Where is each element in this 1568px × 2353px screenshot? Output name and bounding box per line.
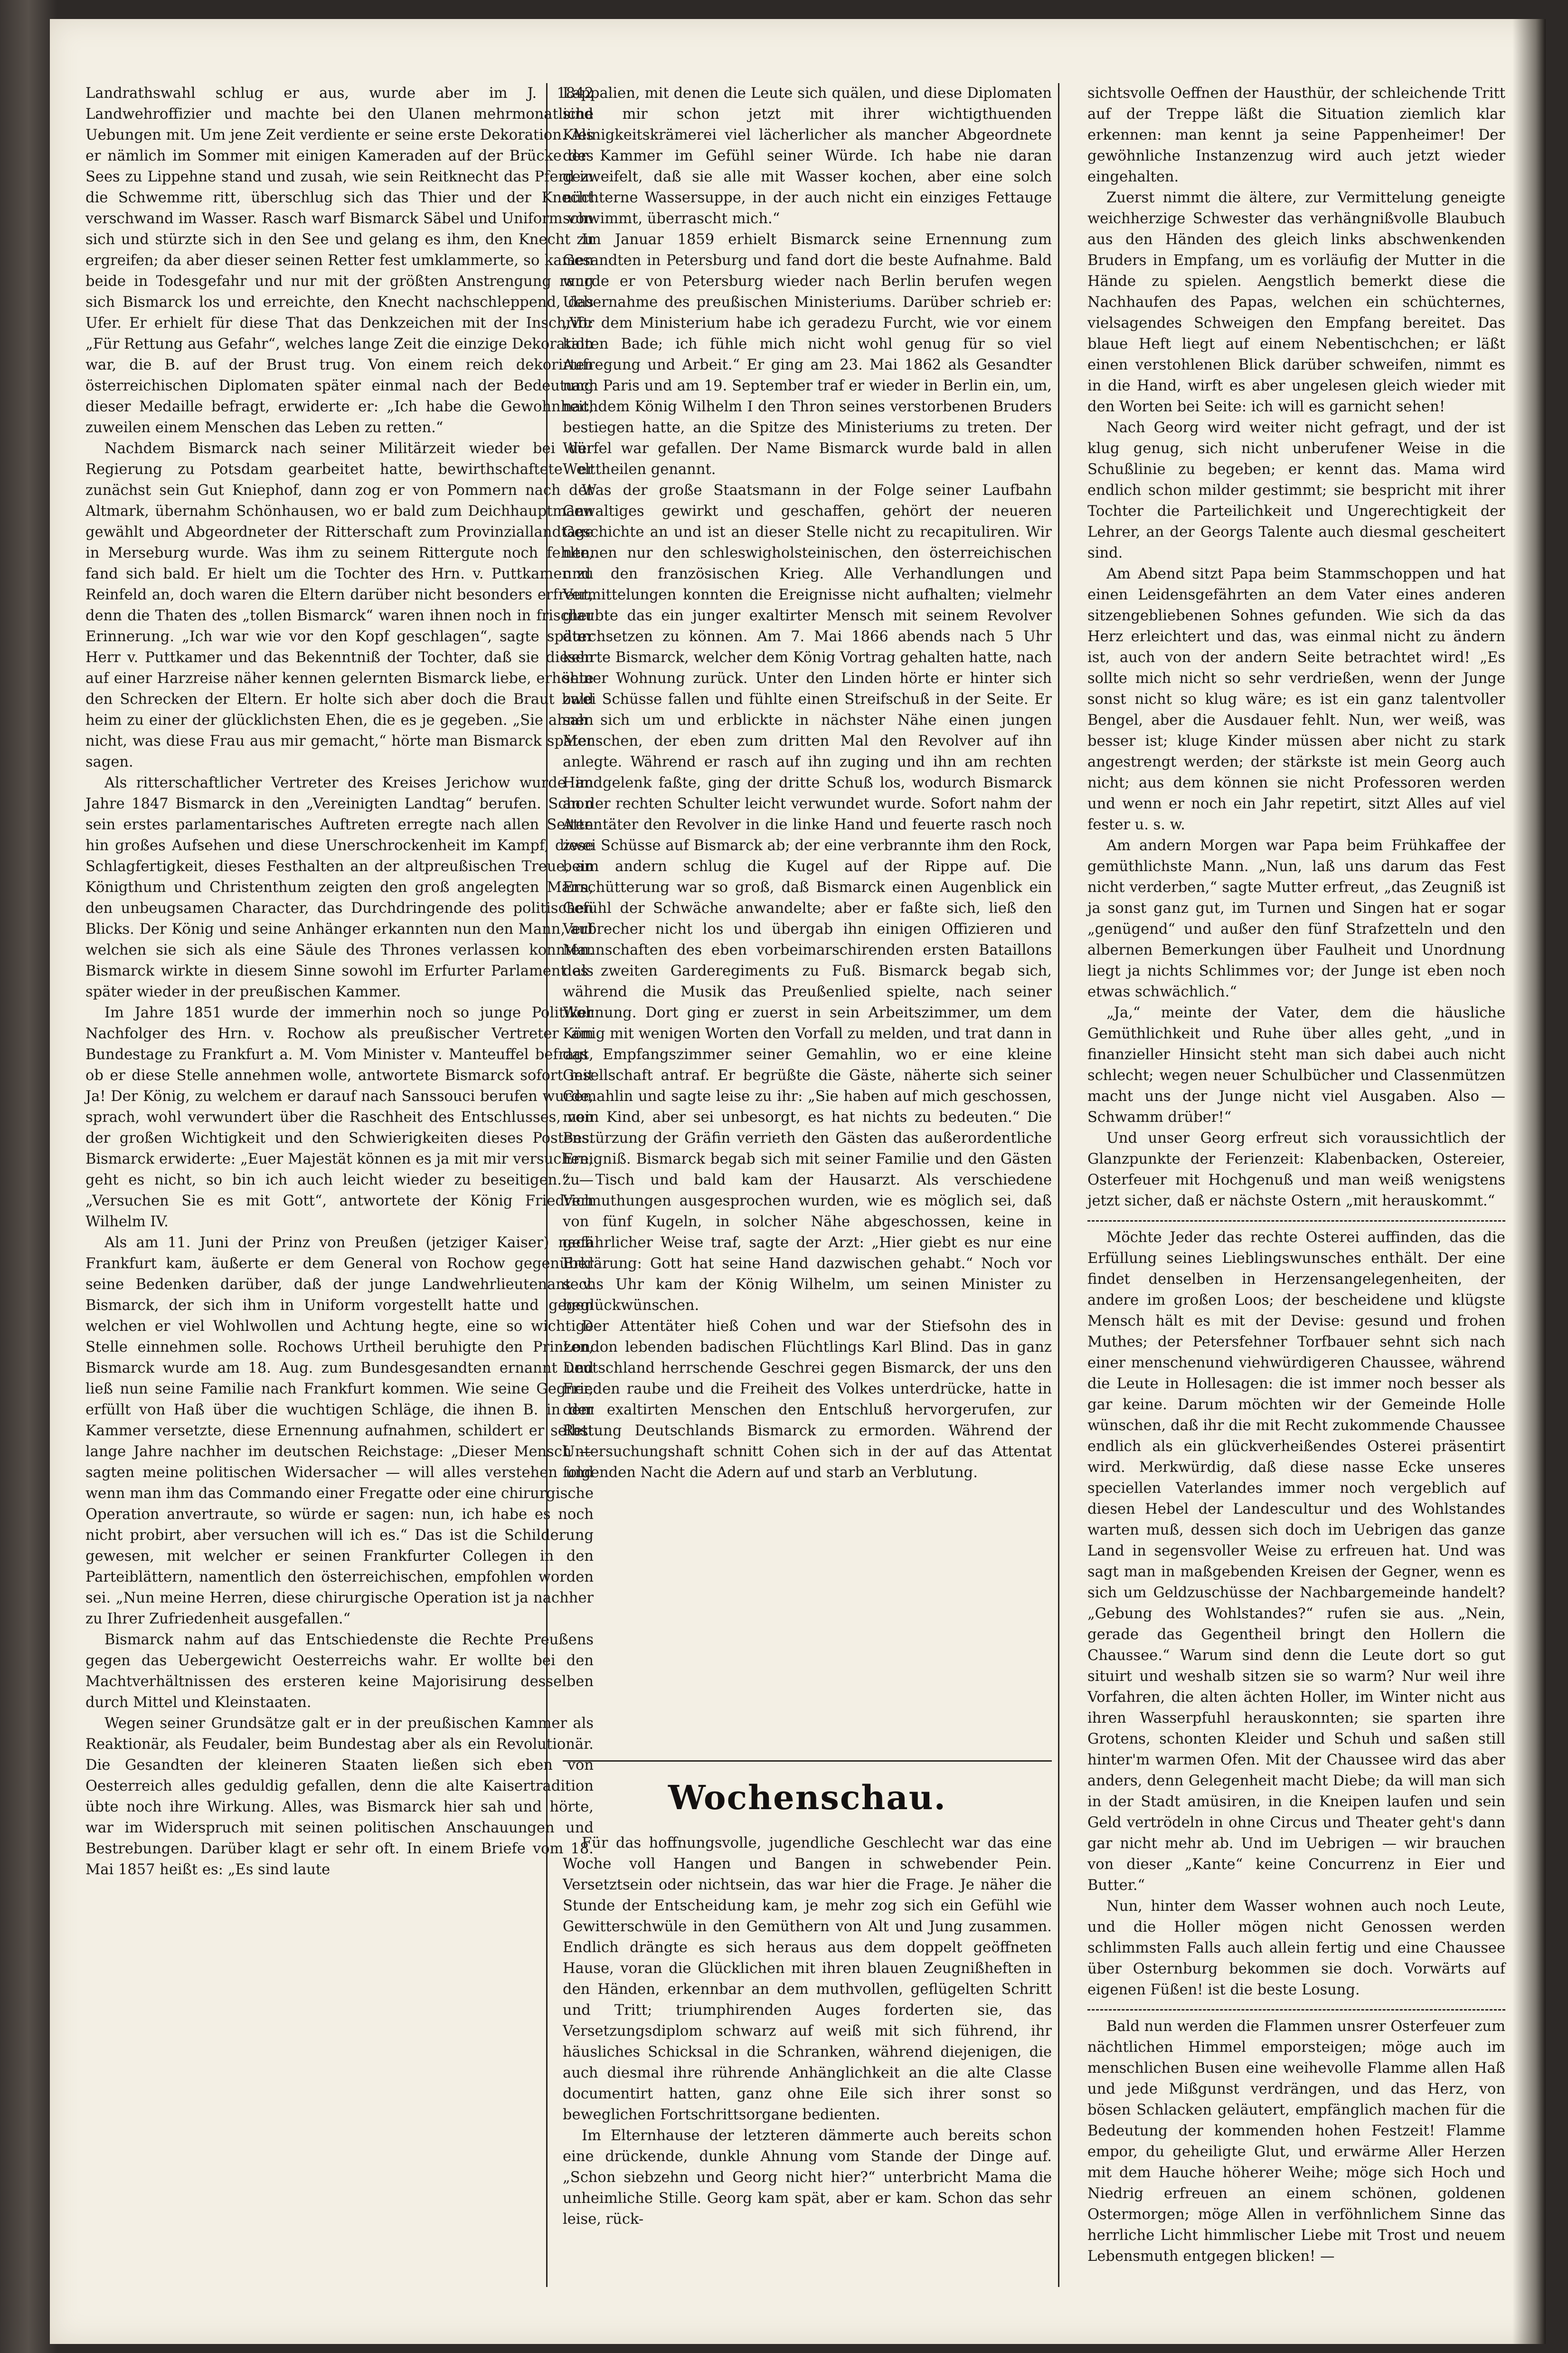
paragraph: Im Elternhause der letzteren dämmerte auch bereits schon eine drückende, dunkle Ahnung vom Stande der Dinge auf. „Schon siebzehn und Georg nicht hier?“ unterbricht Mama die unheimliche Stille. Georg kam spät, aber er kam. Schon das sehr leise, rück- (563, 2127, 1052, 2228)
paragraph: Bismarck nahm auf das Entschiedenste die Rechte Preußens gegen das Uebergewicht Oesterreichs wahr. Er wollte bei den Machtverhältnissen des ersteren keine Majorisirung desselben durch Mittel und Kleinstaaten. (85, 1632, 594, 1711)
article-column-2 (563, 83, 1052, 1483)
paragraph: Am Abend sitzt Papa beim Stammschoppen und hat einen Leidensgefährten an dem Vater eines anderen sitzengebliebenen Sohnes gefunden. Wie sich da das Herz erleichtert und das, was einmal nicht zu ändern ist, auch von der andern Seite betrachtet wird! „Es sollte mich nicht so sehr verdrießen, wenn der Junge sonst nicht so klug wäre; es ist ein ganz talentvoller Bengel, aber die Ausdauer fehlt. Nun, wer weiß, was besser ist; kluge Kinder müssen aber nicht zu stark angestrengt werden; der stärkste ist mein Georg auch nicht; aus dem können sie nicht Professoren werden und wenn er noch ein Jahr repetirt, sitzt Alles auf viel fester u. s. w. (1087, 566, 1505, 833)
paragraph: Als am 11. Juni der Prinz von Preußen (jetziger Kaiser) nach Frankfurt kam, äußerte er dem General von Rochow gegenüber seine Bedenken darüber, daß der junge Landwehrlieutenant v. Bismarck, der sich ihm in Uniform vorgestellt hatte und gegen welchen er viel Wohlwollen und Achtung hegte, eine so wichtige Stelle einnehmen solle. Rochows Urtheil beruhigte den Prinzen, Bismarck wurde am 18. Aug. zum Bundesgesandten ernannt und ließ nun seine Familie nach Frankfurt kommen. Wie seine Gegner, erfüllt von Haß über die wuchtigen Schläge, die ihnen B. in der Kammer versetzte, diese Ernennung aufnahmen, schildert er selbst lange Jahre nachher im deutschen Reichstage: „Dieser Mensch — sagten meine politischen Widersacher — will alles verstehen und wenn man ihm das Commando einer Fregatte oder eine chirurgische Operation anvertraute, so würde er sagen: nun, ich habe es noch nicht probirt, aber versuchen will ich es.“ Das ist die Schilderung gewesen, mit welcher er seinen Frankfurter Collegen in den Parteiblättern, namentlich den österreichischen, empfohlen worden sei. „Nun meine Herren, diese chirurgische Operation ist ja nachher zu Ihrer Zufriedenheit ausgefallen.“ (85, 1234, 594, 1627)
dashed-separator (1087, 1220, 1505, 1222)
paragraph: Im Jahre 1851 wurde der immerhin noch so junge Politiker Nachfolger des Hrn. v. Rochow als preußischer Vertreter am Bundestage zu Frankfurt a. M. Vom Minister v. Manteuffel befragt, ob er diese Stelle annehmen wolle, antwortete Bismarck sofort mit Ja! Der König, zu welchem er darauf nach Sanssouci berufen wurde, sprach, wohl verwundert über die Raschheit des Entschlusses, von der großen Wichtigkeit und den Schwierigkeiten dieses Postens. Bismarck erwiderte: „Euer Majestät können es ja mit mir versuchen; geht es nicht, so bin ich auch leicht wieder zu beseitigen.“ — „Versuchen Sie es mit Gott“, antwortete der König Friedrich Wilhelm IV. (85, 1005, 594, 1230)
paragraph: Nun, hinter dem Wasser wohnen auch noch Leute, und die Holler mögen nicht Genossen werden schlimmsten Falls auch allein fertig und eine Chaussee über Osternburg bekommen sie doch. Vorwärts auf eigenen Füßen! ist die beste Losung. (1087, 1898, 1505, 1998)
wochenschau-section (563, 1748, 1052, 2230)
paragraph: Der Attentäter hieß Cohen und war der Stiefsohn des in London lebenden badischen Flüchtlings Karl Blind. Das in ganz Deutschland herrschende Geschrei gegen Bismarck, der uns den Frieden raube und die Freiheit des Volkes unterdrücke, hatte in dem exaltirten Menschen den Entschluß hervorgerufen, zur Rettung Deutschlands Bismarck zu ermorden. Während der Untersuchungshaft schnitt Cohen sich in der auf das Attentat folgenden Nacht die Adern auf und starb an Verblutung. (563, 1318, 1052, 1481)
paragraph: Landrathswahl schlug er aus, wurde aber im J. 1842 Landwehroffizier und machte bei den Ulanen mehrmonatliche Uebungen mit. Um jene Zeit verdiente er seine erste Dekoration. Als er nämlich im Sommer mit einigen Kameraden auf der Brücke des Sees zu Lippehne stand und zusah, wie sein Reitknecht das Pferd in die Schwemme ritt, überschlug sich das Thier und der Knecht verschwand im Wasser. Rasch warf Bismarck Säbel und Uniform von sich und stürzte sich in den See und gelang es ihm, den Knecht zu ergreifen; da aber dieser seinen Retter fest umklammerte, so kamen beide in Todesgefahr und nur mit der größten Anstrengung rang sich Bismarck los und erreichte, den Knecht nachschleppend, das Ufer. Er erhielt für diese That das Denkzeichen mit der Inschrift: „Für Rettung aus Gefahr“, welches lange Zeit die einzige Dekoration war, die B. auf der Brust trug. Von einem reich dekorirten österreichischen Diplomaten später einmal nach der Bedeutung dieser Medaille befragt, erwiderte er: „Ich habe die Gewohnheit, zuweilen einem Menschen das Leben zu retten.“ (85, 85, 594, 436)
paragraph: Für das hoffnungsvolle, jugendliche Geschlecht war das eine Woche voll Hangen und Bangen in schwebender Pein. Versetztsein oder nichtsein, das war hier die Frage. Je näher die Stunde der Entscheidung kam, je mehr zog sich ein Gefühl wie Gewitterschwüle in den Gemüthern von Alt und Jung zusammen. Endlich drängte es sich heraus aus dem doppelt geöffneten Hause, voran die Glücklichen mit ihren blauen Zeugnißheften in den Händen, erkennbar an dem muthvollen, geflügelten Schritt und Tritt; triumphirenden Auges forderten sie, das Versetzungsdiplom schwarz auf weiß mit sich führend, ihr häusliches Schicksal in die Schranken, während diejenigen, die auch diesmal ihre rührende Anhänglichkeit an die alte Classe documentirt hatten, ganz ohne Eile sich ihrer sonst so beweglichen Fortschrittsorgane bedienten. (563, 1835, 1052, 2123)
dashed-separator (1087, 2009, 1505, 2011)
article-column-3 (1087, 83, 1505, 2267)
page-shadow-edge (1512, 19, 1546, 2344)
article-column-1 (85, 83, 594, 1880)
paragraph: Möchte Jeder das rechte Osterei auffinden, das die Erfüllung seines Lieblingswunsches enthält. Der eine findet denselben in Herzensangelegenheiten, der andere im großen Loos; der bescheidene und klügste Mensch hält es mit der Devise: gesund und frohen Muthes; der Petersfehner Torfbauer sehnt sich nach einer menschenund viehwürdigeren Chaussee, während die Leute in Hollesagen: die ist immer noch besser als gar keine. Darum möchten wir der Gemeinde Holle wünschen, daß ihr die mit Recht zukommende Chaussee endlich als ein glückverheißendes Osterei präsentirt wird. Merkwürdig, daß diese nasse Ecke unseres speciellen Vaterlandes immer noch vergeblich auf diesen Hebel der Landescultur und des Wohlstandes warten muß, dessen sich doch im Uebrigen das ganze Land in segensvoller Weise zu erfreuen hat. Und was sagt man in maßgebenden Kreisen der Gegner, wenn es sich um Geldzuschüsse der Nachbargemeinde handelt? „Gebung des Wohlstandes?“ rufen sie aus. „Nein, gerade das Gegentheil bringt den Hollern die Chaussee.“ Warum sind denn die Leute dort so gut situirt und weshalb sitzen sie so warm? Nur weil ihre Vorfahren, die alten ächten Holler, im Winter nicht aus ihren Wasserpfuhl herauskonnten; sie sparten ihre Grotens, schonten Kleider und Schuh und saßen still hinter'm warmen Ofen. Mit der Chaussee wird das aber anders, denn Gelegenheit macht Diebe; da will man sich in der Stadt amüsiren, in die Kneipen laufen und sein Geld vertrödeln in ohne Circus und Theater geht's dann gar nicht mehr ab. Und im Uebrigen — wir brauchen von dieser „Kante“ keine Concurrenz in Eier und Butter.“ (1087, 1229, 1505, 1894)
paragraph: Was der große Staatsmann in der Folge seiner Laufbahn Gewaltiges gewirkt und geschaffen, gehört der neueren Geschichte an und ist an dieser Stelle nicht zu recapituliren. Wir nennen nur den schleswigholsteinischen, den österreichischen und den französischen Krieg. Alle Verhandlungen und Vermittelungen konnten die Ereignisse nicht aufhalten; vielmehr glaubte das ein junger exaltirter Mensch mit seinem Revolver durchsetzen zu können. Am 7. Mai 1866 abends nach 5 Uhr kehrte Bismarck, welcher dem König Vortrag gehalten hatte, nach seiner Wohnung zurück. Unter den Linden hörte er hinter sich zwei Schüsse fallen und fühlte einen Streifschuß in der Seite. Er sah sich um und erblickte in nächster Nähe einen jungen Menschen, der eben zum dritten Mal den Revolver auf ihn anlegte. Während er rasch auf ihn zuging und ihn am rechten Handgelenk faßte, ging der dritte Schuß los, wodurch Bismarck an der rechten Schulter leicht verwundet wurde. Sofort nahm der Attentäter den Revolver in die linke Hand und feuerte rasch noch zwei Schüsse auf Bismarck ab; der eine verbrannte ihm den Rock, beim andern schlug die Kugel auf der Rippe auf. Die Erschütterung war so groß, daß Bismarck einen Augenblick ein Gefühl der Schwäche anwandelte; aber er faßte sich, ließ den Verbrecher nicht los und übergab ihn einigen Offizieren und Mannschaften des eben vorbeimarschirenden ersten Bataillons des zweiten Garderegiments zu Fuß. Bismarck begab sich, während die Musik das Preußenlied spielte, nach seiner Wohnung. Dort ging er zuerst in sein Arbeitszimmer, um dem König mit wenigen Worten den Vorfall zu melden, und trat dann in das Empfangszimmer seiner Gemahlin, wo er eine kleine Gesellschaft antraf. Er begrüßte die Gäste, näherte sich seiner Gemahlin und sagte leise zu ihr: „Sie haben auf mich geschossen, mein Kind, aber sei unbesorgt, es hat nichts zu bedeuten.“ Die Bestürzung der Gräfin verrieth den Gästen das außerordentliche Ereigniß. Bismarck begab sich mit seiner Familie und den Gästen zu Tisch und bald kam der Hausarzt. Als verschiedene Vermuthungen ausgesprochen wurden, wie es möglich sei, daß von fünf Kugeln, in solcher Nähe abgeschossen, keine in gefährlicher Weise traf, sagte der Arzt: „Hier giebt es nur eine Erklärung: Gott hat seine Hand dazwischen gehabt.“ Noch vor sechs Uhr kam der König Wilhelm, um seinen Minister zu beglückwünschen. (563, 482, 1052, 1314)
paragraph: Nachdem Bismarck nach seiner Militärzeit wieder bei der Regierung zu Potsdam gearbeitet hatte, bewirthschaftete er zunächst sein Gut Kniephof, dann zog er von Pommern nach der Altmark, übernahm Schönhausen, wo er bald zum Deichhauptmann gewählt und Abgeordneter der Ritterschaft zum Provinziallandtage in Merseburg wurde. Was ihm zu seinem Rittergute noch fehlte, fand sich bald. Er hielt um die Tochter des Hrn. v. Puttkamer zu Reinfeld an, doch waren die Eltern darüber nicht besonders erfreut, denn die Thaten des „tollen Bismarck“ waren ihnen noch in frischer Erinnerung. „Ich war wie vor den Kopf geschlagen“, sagte später Herr v. Puttkamer und das Bekenntniß der Tochter, daß sie diesen auf einer Harzreise näher kennen gelernten Bismarck liebe, erhöhte den Schrecken der Eltern. Er holte sich aber doch die Braut bald heim zu einer der glücklichsten Ehen, die es je gegeben. „Sie ahnen nicht, was diese Frau aus mir gemacht,“ hörte man Bismarck später sagen. (85, 440, 594, 770)
paragraph: Nach Georg wird weiter nicht gefragt, und der ist klug genug, sich nicht unberufener Weise in die Schußlinie zu begeben; er kennt das. Mama wird endlich schon milder gestimmt; sie bespricht mit ihrer Tochter die Parteilichkeit und Ungerechtigkeit der Lehrer, an der Georgs Talente auch diesmal gescheitert sind. (1087, 419, 1505, 561)
paragraph: Bald nun werden die Flammen unsrer Osterfeuer zum nächtlichen Himmel emporsteigen; möge auch im menschlichen Busen eine weihevolle Flamme allen Haß und jede Mißgunst verdrängen, und das Herz, von bösen Schlacken geläutert, empfänglich machen für die Bedeutung der kommenden hohen Festzeit! Flamme empor, du geheiligte Glut, und erwärme Aller Herzen mit dem Hauche höherer Weihe; möge sich Hoch und Niedrig erfreuen an einem schönen, goldenen Ostermorgen; möge Allen in verföhnlichem Sinne das herrliche Licht himmlischer Liebe mit Trost und neuem Lebensmuth entgegen blicken! — (1087, 2018, 1505, 2265)
paragraph: Wegen seiner Grundsätze galt er in der preußischen Kammer als Reaktionär, als Feudaler, beim Bundestag aber als ein Revolutionär. Die Gesandten der kleineren Staaten ließen sich eben von Oesterreich alles geduldig gefallen, denn die alte Kaisertradition übte noch ihre Wirkung. Alles, was Bismarck hier sah und hörte, war im Widerspruch mit seinen politischen Anschauungen und Bestrebungen. Darüber klagt er sehr oft. In einem Briefe vom 18. Mai 1857 heißt es: „Es sind laute (85, 1715, 594, 1878)
paragraph: Und unser Georg erfreut sich voraussichtlich der Glanzpunkte der Ferienzeit: Klabenbacken, Ostereier, Osterfeuer mit Hochgenuß und man weiß wenigstens jetzt sicher, daß er nächste Ostern „mit herauskommt.“ (1087, 1130, 1505, 1209)
paragraph: Lappalien, mit denen die Leute sich quälen, und diese Diplomaten sind mir schon jetzt mit ihrer wichtigthuenden Kleinigkeitskrämerei viel lächerlicher als mancher Abgeordnete der Kammer im Gefühl seiner Würde. Ich habe nie daran gezweifelt, daß sie alle mit Wasser kochen, aber eine solch nüchterne Wassersuppe, in der auch nicht ein einziges Fettauge schwimmt, überrascht mich.“ (563, 85, 1052, 227)
paragraph: Als ritterschaftlicher Vertreter des Kreises Jerichow wurde im Jahre 1847 Bismarck in den „Vereinigten Landtag“ berufen. Schon sein erstes parlamentarisches Auftreten erregte nach allen Seiten hin großes Aufsehen und diese Unerschrockenheit im Kampf, diese Schlagfertigkeit, dieses Festhalten an der altpreußischen Treue, an Königthum und Christenthum zeigten den groß angelegten Mann, den unbeugsamen Character, das Durchdringende des politischen Blicks. Der König und seine Anhänger erkannten nun den Mann, auf welchen sie sich als eine Säule des Thrones verlassen konnten. Bismarck wirkte in diesem Sinne sowohl im Erfurter Parlament als später wieder in der preußischen Kammer. (85, 775, 594, 1000)
paragraph: Am andern Morgen war Papa beim Frühkaffee der gemüthlichste Mann. „Nun, laß uns darum das Fest nicht verderben,“ sagte Mutter erfreut, „das Zeugniß ist ja sonst ganz gut, im Turnen und Singen hat er sogar „genügend“ und außer den fünf Strafzetteln und den albernen Bemerkungen über Faulheit und Unordnung liegt ja nichts Schlimmes vor; der Junge ist eben noch etwas schwächlich.“ (1087, 837, 1505, 1000)
section-rule (563, 1760, 1052, 1762)
paragraph: sichtsvolle Oeffnen der Hausthür, der schleichende Tritt auf der Treppe läßt die Situation ziemlich klar erkennen: man kennt ja seine Pappenheimer! Der gewöhnliche Instanzenzug wird auch jetzt wieder eingehalten. (1087, 85, 1505, 185)
column-divider-2 (1058, 83, 1059, 2287)
section-title: Wochenschau. (668, 1778, 947, 1817)
paragraph: Zuerst nimmt die ältere, zur Vermittelung geneigte weichherzige Schwester das verhängnißvolle Blaubuch aus den Händen des gleich links abschwenkenden Bruders in Empfang, um es vorläufig der Mutter in die Hände zu spielen. Aengstlich bemerkt diese die Nachhaufen des Papas, welchen ein schüchternes, vielsagendes Schweigen den Empfang bereitet. Das blaue Heft liegt auf einem Nebentischchen; er läßt einen verstohlenen Blick darüber schweifen, nimmt es in die Hand, wirft es aber ungelesen gleich wieder mit den Worten bei Seite: ich will es garnicht sehen! (1087, 190, 1505, 415)
paragraph: Im Januar 1859 erhielt Bismarck seine Ernennung zum Gesandten in Petersburg und fand dort die beste Aufnahme. Bald wurde er von Petersburg wieder nach Berlin berufen wegen Uebernahme des preußischen Ministeriums. Darüber schrieb er: „Vor dem Ministerium habe ich geradezu Furcht, wie vor einem kalten Bade; ich fühle mich nicht wohl genug für so viel Aufregung und Arbeit.“ Er ging am 23. Mai 1862 als Gesandter nach Paris und am 19. September traf er wieder in Berlin ein, um, nachdem König Wilhelm I den Thron seines verstorbenen Bruders bestiegen hatte, an die Spitze des Ministeriums zu treten. Der Würfel war gefallen. Der Name Bismarck wurde bald in allen Welttheilen genannt. (563, 231, 1052, 478)
paragraph: „Ja,“ meinte der Vater, dem die häusliche Gemüthlichkeit und Ruhe über alles geht, „und in finanzieller Hinsicht steht man sich dabei auch nicht schlecht; wegen neuer Schulbücher und Classenmützen macht uns der Junge nicht viel Ausgaben. Also — Schwamm drüber!“ (1087, 1005, 1505, 1126)
